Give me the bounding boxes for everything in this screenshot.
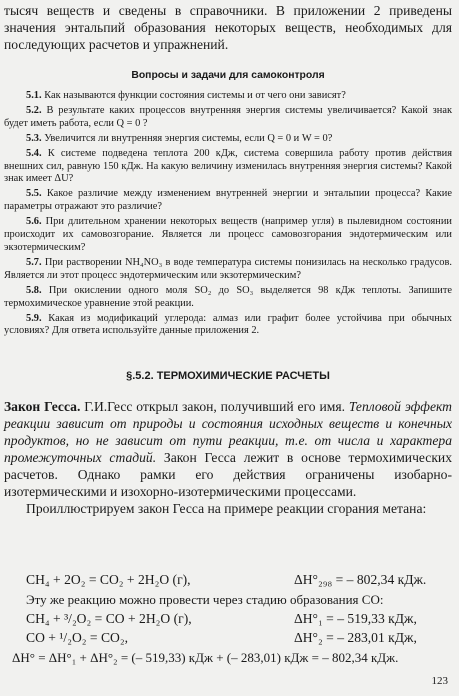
page-number: 123 [431, 675, 448, 687]
hess-law-statement: Тепловой эффект реакции зависит от природы и состояния исходных веществ и конечных продуктов, но не зависит от пути реакции, т.е. от числа и характера промежуточных стадий. [4, 399, 452, 465]
equation-2-left: CH₄ + ³/₂O₂ = CO + 2H₂O (г), [26, 611, 192, 626]
equation-4: ΔH° = ΔH°₁ + ΔH°₂ = (– 519,33) кДж + (– 283,01) кДж = – 802,34 кДж. [12, 650, 399, 665]
hess-lead-bold: Закон Гесса. [4, 399, 81, 414]
hess-rest-text: Закон Гесса лежит в основе термохимических расчетов. Однако рамки его действия ограничены изобарно-изотермическими и изохорно-изотермическими процессами. [4, 450, 452, 499]
question-text: К системе подведена теплота 200 кДж, система совершила работу против действия внешних сил, равную 150 кДж. На какую величину изменилась внутренняя энергия системы? Какой знак имеет ΔU? [4, 147, 452, 185]
intro-paragraph: тысяч веществ и сведены в справочники. В приложении 2 приведены значения энтальпий образования некоторых веществ, необходимых для последующих расчетов и упражнений. [4, 3, 452, 52]
question-item [4, 90, 452, 103]
question-item [4, 188, 452, 214]
question-item [4, 105, 452, 131]
hess-law-section [4, 398, 452, 517]
question-number: 5.6. [26, 216, 42, 228]
question-text: В результате каких процессов внутренняя энергия системы увеличивается? Какой знак будет иметь работа, если Q = 0 ? [4, 104, 452, 129]
question-number: 5.4. [26, 147, 42, 159]
question-number: 5.5. [26, 188, 42, 200]
question-item [4, 148, 452, 187]
question-item [4, 313, 452, 339]
question-number: 5.3. [26, 132, 42, 144]
questions-heading: Вопросы и задачи для самоконтроля [131, 70, 325, 81]
question-text: Какое различие между изменением внутренней энергии и энтальпии процесса? Какие параметры отражают это различие? [4, 188, 452, 213]
question-text: При растворении NH₄NO₃ в воде температура системы понизилась на несколько градусов. Является ли этот процесс эндотермическим или экзотермическим? [4, 256, 452, 281]
question-number: 5.9. [26, 312, 42, 324]
question-number: 5.2. [26, 104, 42, 116]
question-text: Увеличится ли внутренняя энергия системы, если Q = 0 и W = 0? [44, 132, 333, 144]
question-number: 5.7. [26, 256, 42, 268]
via-co-text: Эту же реакцию можно провести через стадию образования CO: [26, 592, 384, 607]
document-page [4, 0, 452, 696]
hess-lead-text: Г.И.Гесс открыл закон, получивший его имя. [84, 399, 345, 414]
question-item [4, 216, 452, 255]
question-item [4, 257, 452, 283]
equation-1-left: CH₄ + 2O₂ = CO₂ + 2H₂O (г), [26, 572, 191, 587]
question-number: 5.8. [26, 284, 42, 296]
question-text: При длительном хранении некоторых веществ (например угля) в пылевидном состоянии происходит их самовозгорание. Является ли процесс самовозгорания эндотермическим или экзотермическим? [4, 216, 452, 253]
equation-3-right: ΔH°₂ = – 283,01 кДж, [294, 630, 417, 645]
question-text: Какая из модификаций углерода: алмаз или графит более устойчива при обычных условиях? Для ответа используйте данные приложения 2. [4, 312, 452, 337]
equation-3-left: CO + ¹/₂O₂ = CO₂, [26, 630, 128, 645]
hess-paragraph [4, 398, 452, 500]
question-item [4, 285, 452, 311]
illustrate-paragraph: Проиллюстрируем закон Гесса на примере реакции сгорания метана: [26, 501, 427, 516]
questions-list [4, 90, 452, 340]
question-text: При окислении одного моля SO₂ до SO₃ выделяется 98 кДж теплоты. Запишите термохимическое уравнение этой реакции. [4, 284, 452, 309]
question-item [4, 133, 452, 146]
question-text: Как называются функции состояния системы и от чего они зависят? [44, 90, 346, 101]
equation-2-right: ΔH°₁ = – 519,33 кДж, [294, 611, 417, 626]
section-title: §.5.2. ТЕРМОХИМИЧЕСКИЕ РАСЧЕТЫ [126, 370, 330, 382]
equation-1-right: ΔH°₂₉₈ = – 802,34 кДж. [294, 572, 427, 587]
question-number: 5.1. [26, 90, 42, 101]
